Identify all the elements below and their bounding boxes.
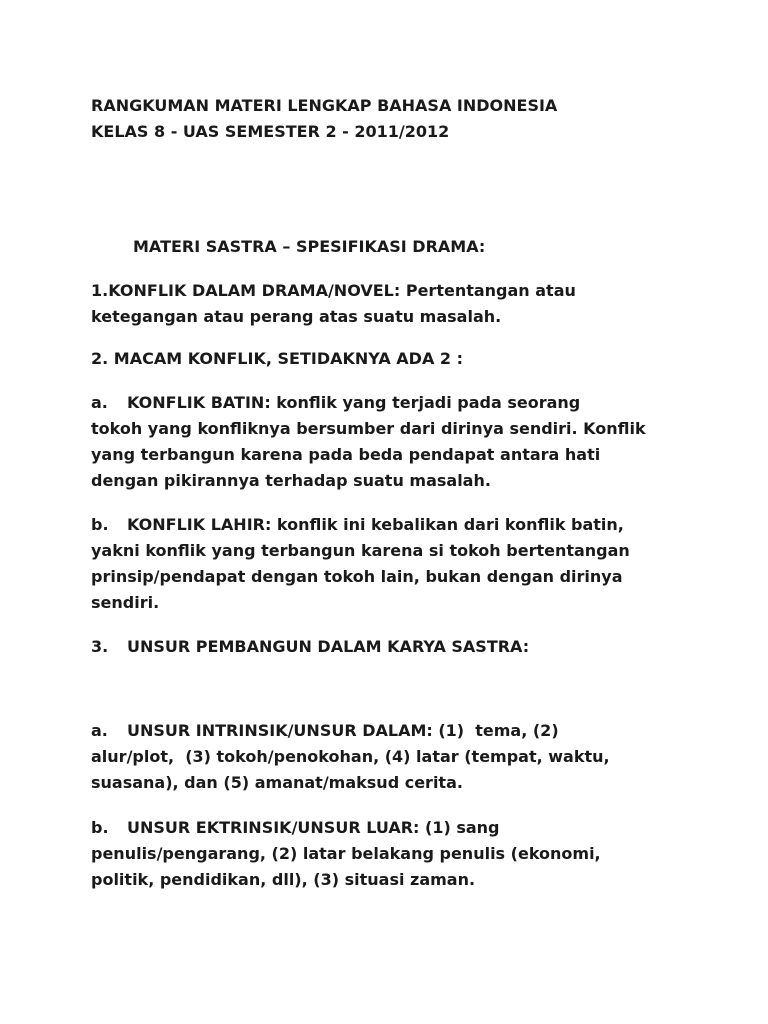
- item-2a-term: KONFLIK BATIN:: [127, 393, 271, 412]
- item-3b-paragraph: [91, 815, 691, 893]
- item-2a-paragraph: [91, 390, 691, 494]
- item-1-term: KONFLIK DALAM DRAMA/NOVEL:: [108, 281, 401, 300]
- item-1-number: 1.: [91, 281, 109, 300]
- item-3a-term: UNSUR INTRINSIK/UNSUR DALAM:: [127, 721, 433, 740]
- item-2a-line3: yang terbangun karena pada beda pendapat antara hati: [91, 445, 601, 464]
- item-3b-line3: politik, pendidikan, dll), (3) situasi zaman.: [91, 870, 476, 889]
- item-3-number: 3.: [91, 637, 109, 656]
- item-3a-paragraph: [91, 718, 691, 796]
- item-3a-line1-rest: (1) tema, (2): [432, 721, 559, 740]
- item-2b-letter: b.: [91, 515, 109, 534]
- item-2a-line2: tokoh yang konfliknya bersumber dari dirinya sendiri. Konflik: [91, 419, 646, 438]
- item-2a-line4: dengan pikirannya terhadap suatu masalah.: [91, 471, 491, 490]
- item-3a-line3: suasana), dan (5) amanat/maksud cerita.: [91, 773, 463, 792]
- item-3b-letter: b.: [91, 818, 109, 837]
- item-2b-term: KONFLIK LAHIR:: [127, 515, 272, 534]
- document-title: [91, 93, 691, 145]
- item-2-text: 2. MACAM KONFLIK, SETIDAKNYA ADA 2 :: [91, 349, 463, 368]
- item-2a-letter: a.: [91, 393, 108, 412]
- item-3a-letter: a.: [91, 721, 108, 740]
- item-1-paragraph: [91, 278, 691, 330]
- title-line-2: KELAS 8 - UAS SEMESTER 2 - 2011/2012: [91, 122, 450, 141]
- item-2b-line2: yakni konflik yang terbangun karena si tokoh bertentangan: [91, 541, 630, 560]
- item-1-line2: ketegangan atau perang atas suatu masalah.: [91, 307, 502, 326]
- section-heading-text: MATERI SASTRA – SPESIFIKASI DRAMA:: [133, 237, 486, 256]
- title-line-1: RANGKUMAN MATERI LENGKAP BAHASA INDONESIA: [91, 96, 558, 115]
- item-2a-line1-rest: konflik yang terjadi pada seorang: [270, 393, 581, 412]
- item-3b-line1-rest: (1) sang: [419, 818, 500, 837]
- section-heading: [133, 234, 733, 260]
- item-1-line1-rest: Pertentangan atau: [400, 281, 576, 300]
- item-2-paragraph: [91, 346, 691, 372]
- item-3b-term: UNSUR EKTRINSIK/UNSUR LUAR:: [127, 818, 420, 837]
- item-3-paragraph: [91, 634, 691, 660]
- item-3a-line2: alur/plot, (3) tokoh/penokohan, (4) latar (tempat, waktu,: [91, 747, 610, 766]
- item-2b-line1-rest: konflik ini kebalikan dari konflik batin,: [271, 515, 624, 534]
- item-2b-line4: sendiri.: [91, 593, 160, 612]
- item-2b-line3: prinsip/pendapat dengan tokoh lain, bukan dengan dirinya: [91, 567, 623, 586]
- item-3b-line2: penulis/pengarang, (2) latar belakang penulis (ekonomi,: [91, 844, 601, 863]
- item-3-text: UNSUR PEMBANGUN DALAM KARYA SASTRA:: [127, 637, 530, 656]
- item-2b-paragraph: [91, 512, 691, 616]
